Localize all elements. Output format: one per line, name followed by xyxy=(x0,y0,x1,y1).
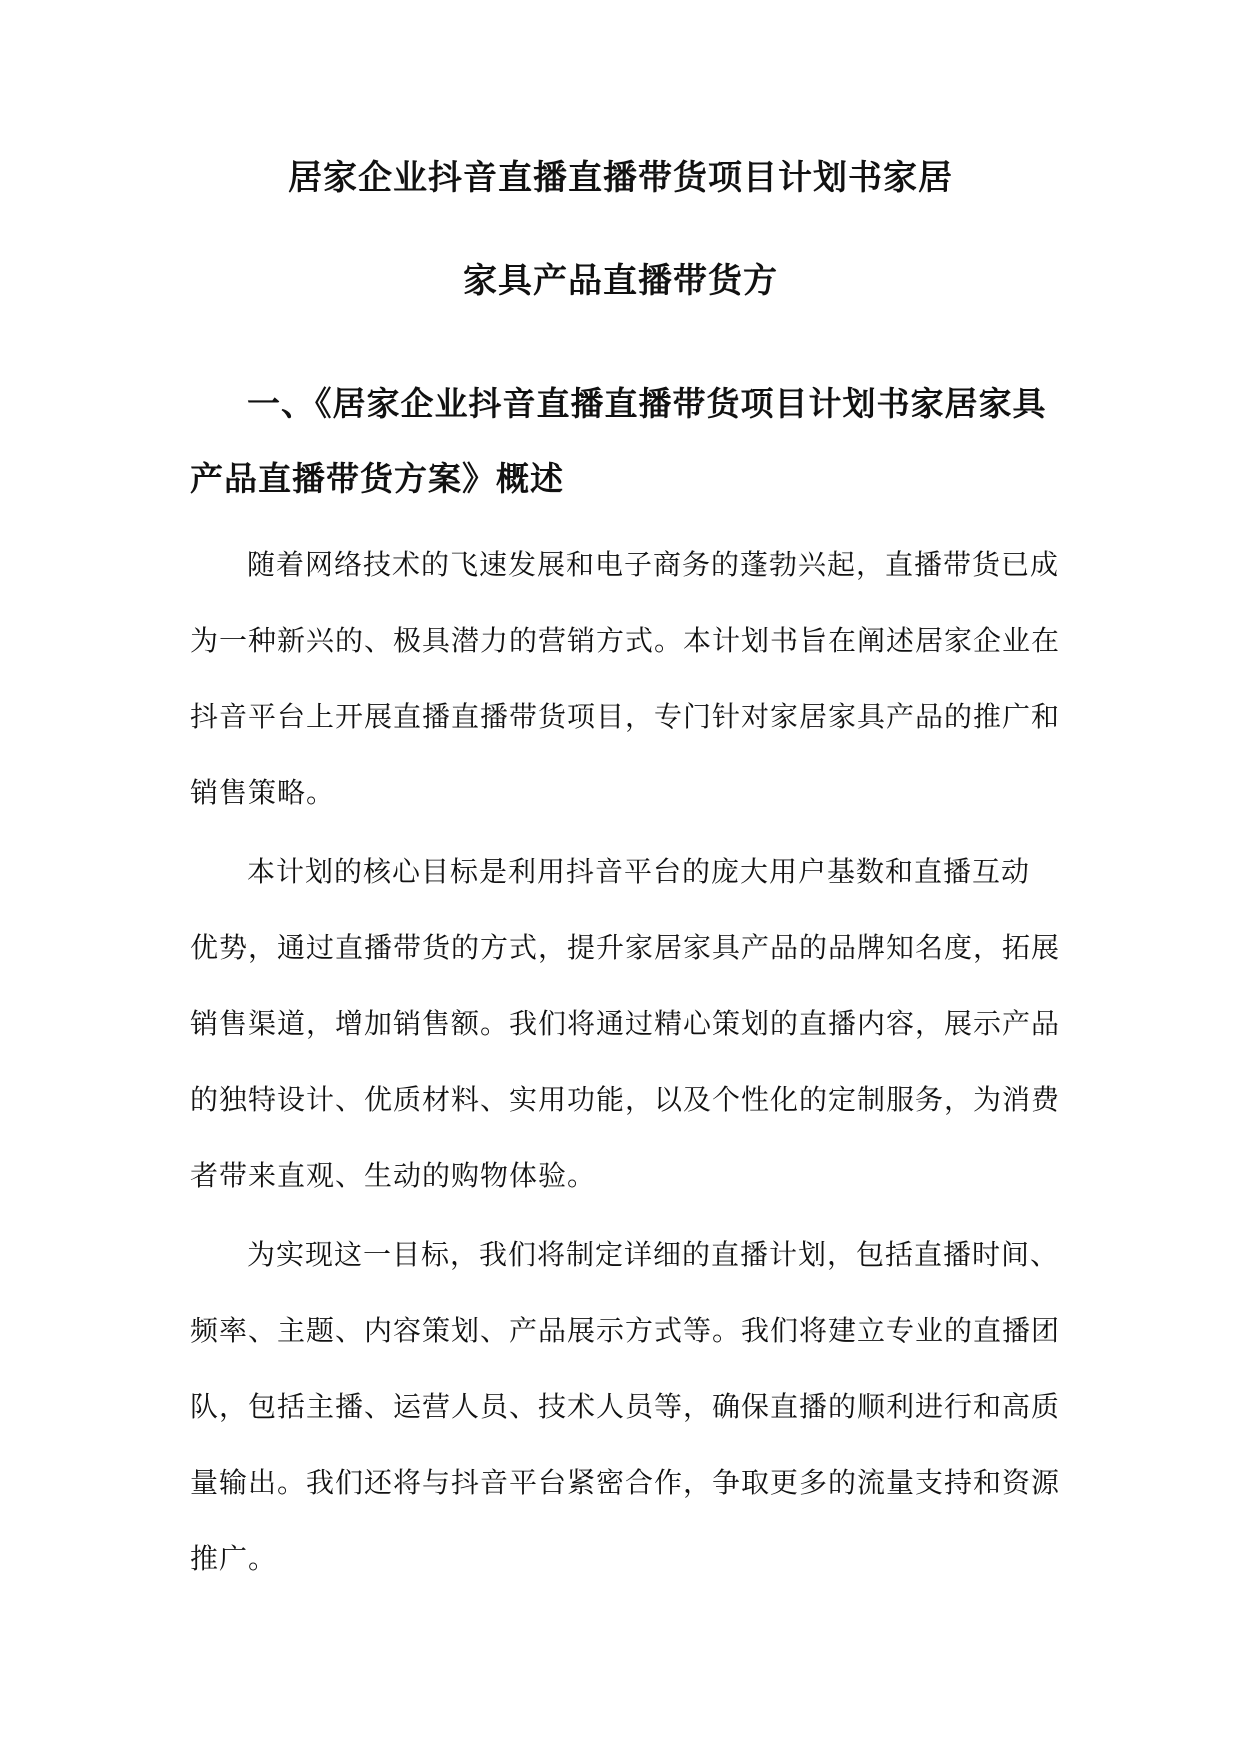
paragraph-2-line-3: 销售渠道，增加销售额。我们将通过精心策划的直播内容，展示产品 xyxy=(190,1007,1061,1040)
paragraph-3-line-4: 量输出。我们还将与抖音平台紧密合作，争取更多的流量支持和资源 xyxy=(190,1466,1061,1499)
paragraph-1-line-2: 为一种新兴的、极具潜力的营销方式。本计划书旨在阐述居家企业在 xyxy=(190,624,1061,657)
document-title-line-1: 居家企业抖音直播直播带货项目计划书家居 xyxy=(288,158,953,198)
paragraph-1-line-1: 随着网络技术的飞速发展和电子商务的蓬勃兴起，直播带货已成 xyxy=(247,548,1060,581)
paragraph-3-line-2: 频率、主题、内容策划、产品展示方式等。我们将建立专业的直播团 xyxy=(190,1314,1061,1347)
paragraph-2-line-1: 本计划的核心目标是利用抖音平台的庞大用户基数和直播互动 xyxy=(247,855,1031,888)
paragraph-3-line-3: 队，包括主播、运营人员、技术人员等，确保直播的顺利进行和高质 xyxy=(190,1390,1061,1423)
document-title-line-2: 家具产品直播带货方 xyxy=(463,261,778,301)
paragraph-2-line-4: 的独特设计、优质材料、实用功能，以及个性化的定制服务，为消费 xyxy=(190,1083,1061,1116)
paragraph-1-line-4: 销售策略。 xyxy=(190,776,336,809)
paragraph-3-line-1: 为实现这一目标，我们将制定详细的直播计划，包括直播时间、 xyxy=(247,1238,1060,1271)
paragraph-2-line-5: 者带来直观、生动的购物体验。 xyxy=(190,1159,597,1192)
section-heading-line-1: 一、《居家企业抖音直播直播带货项目计划书家居家具 xyxy=(247,384,1047,423)
section-heading-line-2: 产品直播带货方案》概述 xyxy=(190,459,564,498)
paragraph-1-line-3: 抖音平台上开展直播直播带货项目，专门针对家居家具产品的推广和 xyxy=(190,700,1061,733)
paragraph-3-line-5: 推广。 xyxy=(190,1542,278,1575)
paragraph-2-line-2: 优势，通过直播带货的方式，提升家居家具产品的品牌知名度，拓展 xyxy=(190,931,1061,964)
